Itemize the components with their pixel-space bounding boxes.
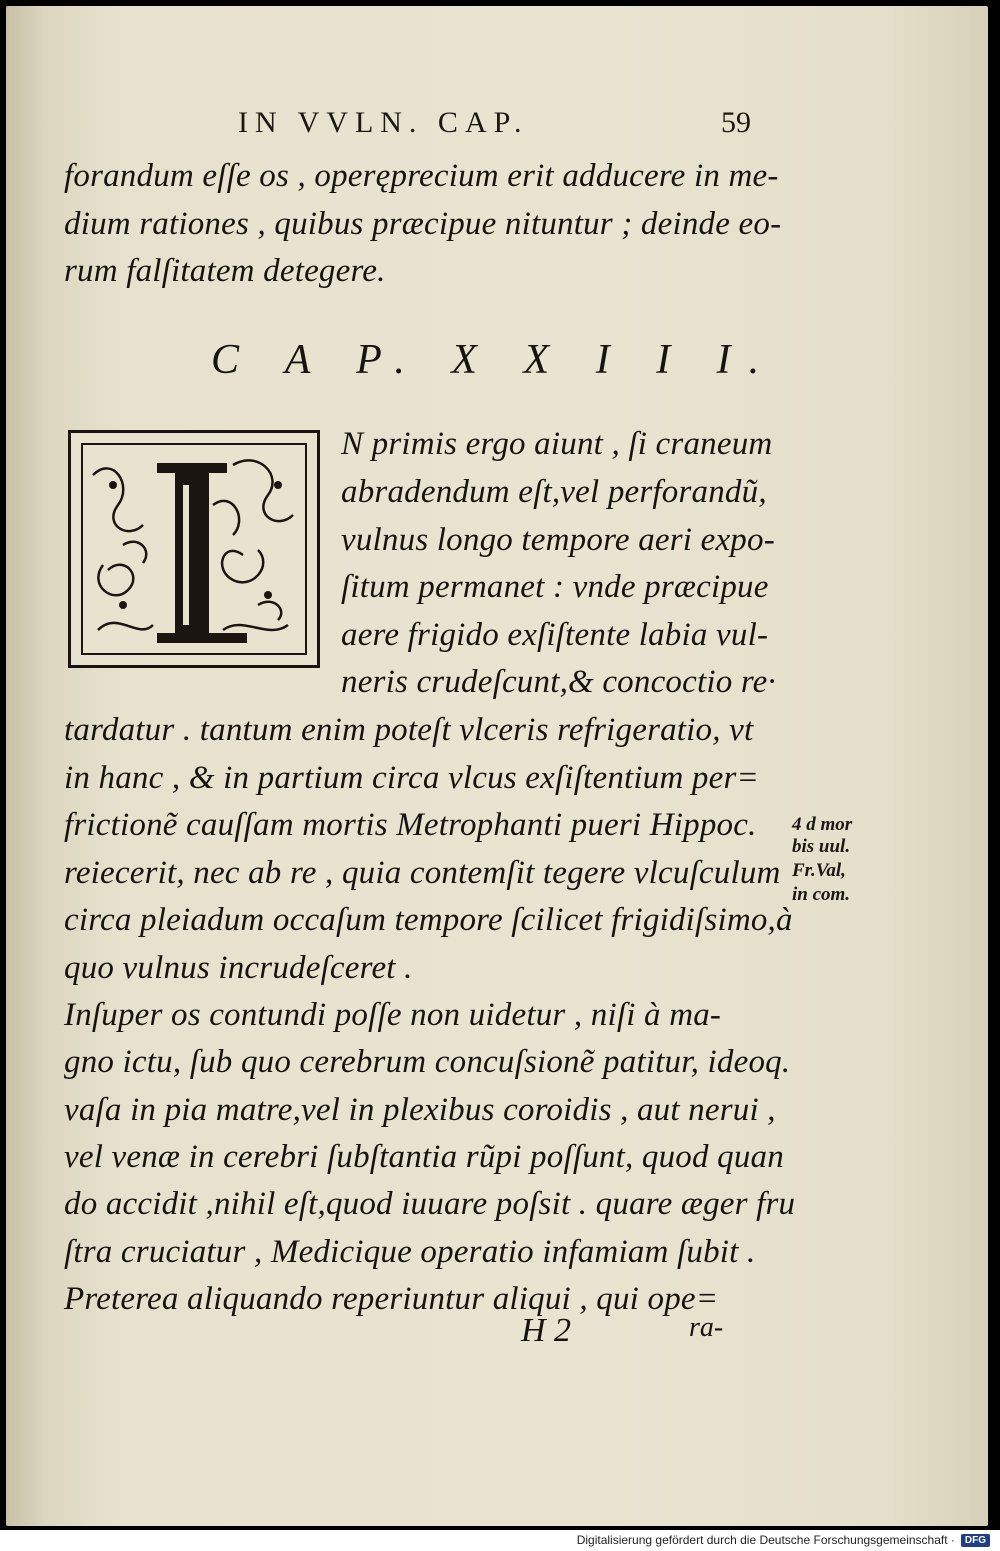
marginal-note-line: bis uul. [792,836,851,857]
ornament-icon [83,445,307,655]
text-line: circa pleiadum occaſum tempore ſcilicet frigidiſsimo,à [64,902,793,938]
text-line: N primis ergo aiunt , ſi craneum [341,426,773,462]
text-line: tardatur . tantum enim poteſt vlceris refrigeratio, vt [64,712,754,748]
text-line: ſitum permanet : vnde præcipue [341,569,769,605]
text-line: frictionẽ cauſſam mortis Metrophanti pueri Hippoc. [64,807,757,843]
text-line: do accidit ,nihil eſt,quod iuuare poſsit . quare æger fru [64,1186,796,1222]
text-line: forandum eſſe os , operęprecium erit adducere in me- [64,158,779,194]
running-head-title: IN VVLN. CAP. [238,106,529,139]
text-line: reiecerit, nec ab re , quia contemſit tegere vlcuſculum [64,855,781,891]
decorated-initial [68,430,320,668]
text-line: vaſa in pia matre,vel in plexibus coroidis , aut nerui , [64,1092,776,1128]
dfg-logo-icon: DFG [961,1534,990,1547]
text-line: vulnus longo tempore aeri expo- [341,522,775,558]
marginal-note-line: Fr.Val, [792,860,846,881]
folio-number: 59 [721,106,751,139]
text-line: quo vulnus incrudeſceret . [64,950,413,986]
text-line: rum falſitatem detegere. [64,253,386,289]
text-line: gno ictu, ſub quo cerebrum concuſsionẽ patitur, ideoq. [64,1044,791,1080]
text-line: Inſuper os contundi poſſe non uidetur , niſi à ma- [64,997,722,1033]
text-line: abradendum eſt,vel perforandũ, [341,474,767,510]
text-line: dium rationes , quibus præcipue nituntur ; deinde eo- [64,206,782,242]
credit-text: Digitalisierung gefördert durch die Deutsche Forschungsgemeinschaft · [576,1533,955,1547]
text-line: aere frigido exſiſtente labia vul- [341,617,769,653]
text-line: ſtra cruciatur , Medicique operatio infamiam ſubit . [64,1234,756,1270]
chapter-heading: C A P. X X I I I. [211,337,778,383]
digitization-credit [577,1533,990,1547]
signature-mark: H 2 [521,1312,572,1349]
text-line: in hanc , & in partium circa vlcus exſiſtentium per= [64,760,759,796]
text-line: neris crudeſcunt,& concoctio re· [341,664,776,700]
marginal-note-line: 4 d mor [792,814,853,835]
catchword: ra- [689,1312,724,1343]
book-page [6,6,988,1526]
text-line: vel venæ in cerebri ſubſtantia rũpi poſſunt, quod quan [64,1139,784,1175]
text-line: Preterea aliquando reperiuntur aliqui , qui ope= [64,1281,719,1317]
marginal-note-line: in com. [792,884,851,905]
